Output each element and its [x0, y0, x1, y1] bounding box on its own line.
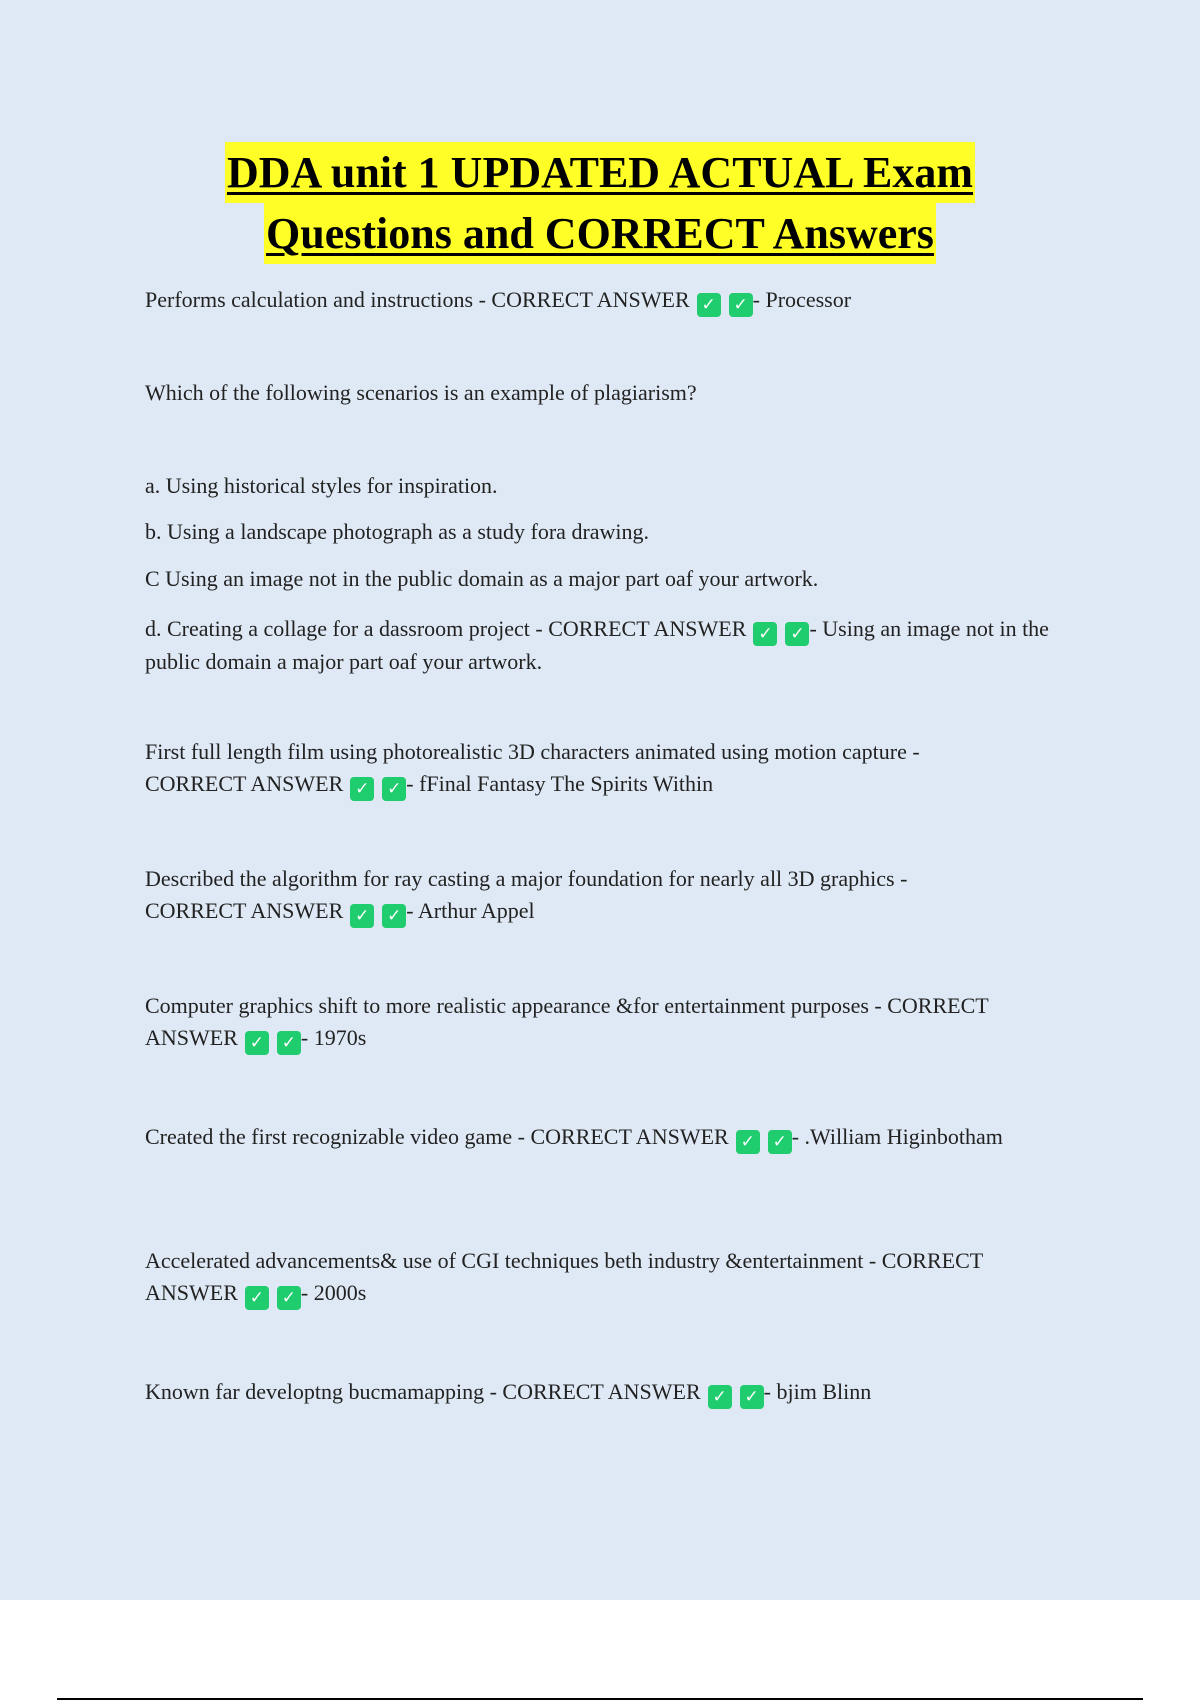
separator: -: [406, 898, 414, 923]
answer-text: 1970s: [313, 1025, 367, 1050]
answer-text: 2000s: [313, 1280, 367, 1305]
check-mark-box-icon: ✓: [785, 622, 809, 646]
title-line-1: DDA unit 1 UPDATED ACTUAL Exam: [225, 142, 975, 203]
title-line-2: Questions and CORRECT Answers: [264, 203, 936, 264]
check-mark-box-icon: ✓: [277, 1286, 301, 1310]
check-mark-box-icon: ✓: [350, 904, 374, 928]
option-text: b. Using a landscape photograph as a study fora drawing.: [145, 519, 650, 544]
correct-answer-label: ANSWER: [145, 1025, 238, 1050]
question-text: Described the algorithm for ray casting a major foundation for nearly all 3D graphics -: [145, 866, 908, 891]
answer-text: fFinal Fantasy The Spirits Within: [419, 771, 714, 796]
question-text: Accelerated advancements& use of CGI techniques beth industry &entertainment - CORRECT: [145, 1248, 983, 1273]
answer-text: Using an image not in the public domain a major part oaf your artwork.: [145, 616, 1049, 674]
correct-answer-label: CORRECT ANSWER: [548, 616, 747, 641]
separator: -: [752, 287, 760, 312]
option-b: [145, 516, 1091, 548]
check-mark-box-icon: ✓: [740, 1385, 764, 1409]
separator: -: [809, 616, 817, 641]
separator: -: [763, 1379, 771, 1404]
correct-answer-label: CORRECT ANSWER: [530, 1124, 729, 1149]
correct-answer-label: CORRECT ANSWER: [145, 898, 344, 923]
question-text: Which of the following scenarios is an example of plagiarism?: [145, 380, 697, 405]
question-text: Computer graphics shift to more realistic appearance &for entertainment purposes - CORRECT: [145, 993, 989, 1018]
question-text: Known far developtng bucmamapping -: [145, 1379, 497, 1404]
question-text: First full length film using photorealistic 3D characters animated using motion capture -: [145, 739, 920, 764]
check-mark-box-icon: ✓: [729, 293, 753, 317]
answer-text: bjim Blinn: [776, 1379, 872, 1404]
check-mark-box-icon: ✓: [768, 1130, 792, 1154]
separator: -: [791, 1124, 800, 1149]
check-mark-box-icon: ✓: [277, 1031, 301, 1055]
qa-item-5: [145, 990, 1091, 1055]
check-mark-box-icon: ✓: [382, 777, 406, 801]
qa-item-1: [145, 284, 1091, 317]
answer-text: Arthur Appel: [417, 898, 535, 923]
correct-answer-label: CORRECT ANSWER: [145, 771, 344, 796]
correct-answer-label: CORRECT ANSWER: [491, 287, 690, 312]
check-mark-box-icon: ✓: [697, 293, 721, 317]
question-text: Performs calculation and instructions -: [145, 287, 486, 312]
qa-item-4: [145, 863, 1091, 928]
check-mark-box-icon: ✓: [708, 1385, 732, 1409]
check-mark-box-icon: ✓: [736, 1130, 760, 1154]
qa-item-7: [145, 1245, 1091, 1310]
check-mark-box-icon: ✓: [350, 777, 374, 801]
check-mark-box-icon: ✓: [245, 1031, 269, 1055]
page-title: [0, 142, 1200, 264]
option-c: [145, 563, 1091, 595]
separator: -: [300, 1280, 309, 1305]
qa-item-2: [145, 377, 1091, 409]
check-mark-box-icon: ✓: [245, 1286, 269, 1310]
qa-item-6: [145, 1121, 1091, 1154]
check-mark-box-icon: ✓: [753, 622, 777, 646]
option-a: [145, 470, 1091, 502]
option-text: a. Using historical styles for inspiration.: [145, 473, 498, 498]
qa-item-8: [145, 1376, 1091, 1409]
option-text: d. Creating a collage for a dassroom project -: [145, 616, 543, 641]
answer-text: .William Higinbotham: [804, 1124, 1003, 1149]
separator: -: [300, 1025, 309, 1050]
option-text: C Using an image not in the public domain as a major part oaf your artwork.: [145, 566, 819, 591]
correct-answer-label: ANSWER: [145, 1280, 238, 1305]
correct-answer-label: CORRECT ANSWER: [502, 1379, 701, 1404]
option-d: [145, 613, 1091, 678]
separator: -: [406, 771, 414, 796]
answer-text: Processor: [765, 287, 852, 312]
question-text: Created the first recognizable video game -: [145, 1124, 525, 1149]
qa-item-3: [145, 736, 1091, 801]
check-mark-box-icon: ✓: [382, 904, 406, 928]
